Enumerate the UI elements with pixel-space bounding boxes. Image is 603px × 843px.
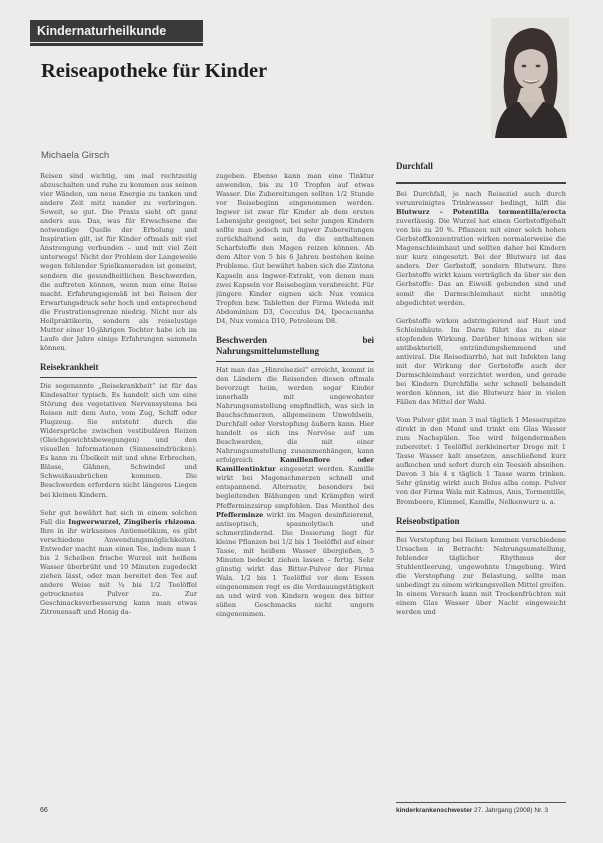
subhead-rule <box>40 377 197 378</box>
nahrung-text-middle: eingesetzt werden. Kamille wirkt bei Magenschmerzen schnell und entspannend. Alternativ, besonders bei begleitenden Blähungen und Krämpfen wird Pfefferminzsirup empfohlen. Das Menthol des <box>216 465 374 510</box>
ingwer-paragraph <box>40 509 197 618</box>
subhead-rule <box>216 361 374 362</box>
subhead-nahrungsmittel: Beschwerden bei Nahrungsmittelumstellung <box>216 334 374 356</box>
durchfall-paragraph <box>396 190 566 308</box>
durchfall-text-prefix: Bei Durchfall, je nach Reiseziel auch durch verunreinigtes Trinkwasser bedingt, hilft die <box>396 190 566 208</box>
column-right <box>396 190 566 830</box>
subhead-reiseobstipation: Reiseobstipation <box>396 515 460 526</box>
ingwer-text-suffix: . Ihre in ihr wirksames Antiemetikum, es gibt verschiedene Anwendungsmöglichkeiten. Entweder macht man einen Tee, indem man 1 bis 2 Scheiben frische Wurzel mit heißem Wasser überbrüht und 10 Minuten zugedeckt ziehen lässt, oder man bereitet den Tee auf andere Weise mit ¼ bis 1/2 Teelöffel getrocknetes Pulver zu. Zur Geschmacksverbesserung kann man etwas Zitronensaft und Honig da- <box>40 517 197 617</box>
obstipation-paragraph: Bei Verstopfung bei Reisen kommen verschiedene Ursachen in Betracht: Nahrungsumstellung, fehlender täglicher Rhythmus der Stuhlentleerung, ungewohnte Umgebung. Wird die Verstopfung zur Belastung, sollte man unbedingt zu einem wirkungsvollen Mittel greifen. In einem Versuch kann mit Trockenfrüchten mit einem Glas Wasser über Nacht eingeweicht werden und <box>396 535 566 616</box>
kamille-highlight: Kamillenflore oder Kamillentinktur <box>216 456 374 474</box>
journal-issue: 27. Jahrgang (2008) Nr. 3 <box>472 807 549 814</box>
nahrung-text-prefix: Hat man das „Hinreiseziel“ erreicht, kommt in den Ländern die Reisenden diesen oftmals bevorzugt heim, werden sogar Kinder innerhalb mit ungewohnter Nahrungsumstellung empfindlich, was sich in Bauchschmerzen, allgemeinem Unwohlsein, Durchfall oder Verstopfung äußern kann. Hier handelt es sich ins Nervöse auf um Beschwerden, die mit einer Nahrungsumstellung zusammenhängen, kann erfolgreich <box>216 365 374 465</box>
journal-reference <box>396 807 566 814</box>
page-number: 66 <box>40 807 48 814</box>
ingwer-continued-paragraph: zugeben. Ebenso kann man eine Tinktur anwenden, bis zu 10 Tropfen auf etwas Wasser. Die Zubereitungen sollten 1/2 Stunde vor Reisebeginn eingenommen werden. Ingwer ist zwar für Kinder ab dem ersten Lebensjahr geeignet, bei sehr jungen Kindern sollte man jedoch mit Ingwer Zubereitungen zurückhaltend sein, da die enthaltenen Scharfstoffe den Magen reizen können. Ab dem Alter von 5 bis 6 Jahren bestehen keine Probleme. Gut bewährt haben sich die Zintona Kapseln aus Ingwer-Extrakt, von denen man zwei Kapseln vor Reisebeginn verabreicht. Für jüngere Kinder eignen sich Nux vomica Tropfen bzw. Tabletten der Firma Weleda mit Abdominium D3, Cocculus D4, Ipecacuanha D4, Nux vomica D10, Petroleum D8. <box>216 172 374 325</box>
author-portrait-image <box>491 18 569 138</box>
footer-rule <box>396 802 566 803</box>
subhead-reisekrankheit: Reisekrankheit <box>40 361 99 372</box>
gerbstoffe-paragraph: Gerbstoffe wirken adstringierend auf Haut und Schleimhäute. Im Darm führt das zu einer stopfenden Wirkung. Darüber hinaus wirken sie antibakteriell, entzündungshemmend und antiviral. Die Reisediarrhö, hat mit Infekten lang mit der Wirkung der Gerbstoffe auch der Darmschleimhaut verzichtet werden, und gerade bei Kindern Durchfälle sehr schnell behandelt werden können, ist die Blutwurz hier in vielen Fällen das Mittel der Wahl. <box>396 316 566 407</box>
pfefferminze-highlight: Pfefferminze <box>216 510 264 519</box>
subhead-rule <box>396 531 566 532</box>
column-middle <box>216 172 374 812</box>
article-title: Reiseapotheke für Kinder <box>41 60 268 82</box>
column-left <box>40 172 197 812</box>
nahrungsmittel-paragraph <box>216 366 374 619</box>
ingwer-text-prefix: Sehr gut bewährt hat sich in einem solchen Fall die <box>40 508 197 526</box>
subhead-durchfall: Durchfall <box>396 161 433 171</box>
ingwer-highlight: Ingwerwurzel, Zingiberis rhizoma <box>68 517 195 526</box>
author-photo <box>491 18 569 138</box>
category-bar: Kindernaturheilkunde <box>30 20 203 42</box>
category-rule <box>30 43 203 46</box>
nahrung-text-suffix: wirkt im Magen desinfizierend, antiseptisch, spasmolytisch und schmerzlindernd. Die Dosierung liegt für kleine Pflanzen bei 1/2 bis 1 Teelöffel auf einer Tasse, mit heißem Wasser übergießen, 5 Minuten bedeckt ziehen lassen – fertig. Sehr günstig wirkt das Bitter-Pulver der Firma Wala. 1/2 bis 1 Teelöffel vor dem Essen eingenommen regt es die Verdauungstätigkeit an und wird von Kindern wegen des bitter süßen Geschmacks nicht ungern eingenommen. <box>216 510 374 619</box>
reisekrankheit-paragraph: Die sogenannte „Reisekrankheit“ ist für das Kindesalter typisch. Es handelt sich um eine Störung des vegetativen Nervensystems bei Reisen mit dem Auto, vom Zug, Schiff oder Flugzeug. Sie entsteht durch die Widersprüche zwischen vestibulären Reizen (Gleichgewichtsbewegungen) und den visuellen Informationen (Sinneseindrücken). Es kann zu Übelkeit mit und ohne Erbrechen, Blässe, Gähnen, Schwindel und Schweißausbrüchen kommen. Die Beschwerden erfordern nicht längeres Liegen bei kleinen Kindern. <box>40 381 197 499</box>
durchfall-text-suffix: zuverlässig. Die Wurzel hat einen Gerbstoffgehalt von bis zu 20 %. Pflanzen mit einer solch hohen Gerbstoffkonzentration wirken normalerweise die Magenschleimhaut und sollten daher bei Kindern nur kurz eingesetzt. Bei der Blutwurz ist das anders. Der Gerbstoff, sondern Blutwurz. Ihre Gerbstoffe wirkt kaum verträglich da über sie den Gerbstoffe: Das an Eiweiß gebunden sind und somit die Darmschleimhaut nicht unnötig abgedichtet werden. <box>396 217 566 307</box>
dosierung-paragraph: Vom Pulver gibt man 3 mal täglich 1 Messerspitze direkt in den Mund und trinkt ein Glas Wasser zum Nachspülen. Tee wird folgendermaßen zubereitet: 1 Teelöffel zerkleinerter Droge mit 1 Tasse Wasser kalt ansetzen, anschließend kurz aufkochen und sofort durch ein Teesieb abseihen. Davon 3 bis 4 x täglich 1 Tasse warm trinken. Sehr günstig wirkt auch Bolus alba comp. Pulver von der Firma Wala mit Kalmus, Anis, Tormentille, Brombeere, Kümmel, Kamille, Nelkenwurz u. a. <box>396 416 566 506</box>
subhead-rule <box>396 182 566 184</box>
blutwurz-highlight: Blutwurz – Potentilla tormentilla/erecta <box>396 208 566 217</box>
journal-name: kinderkrankenschwester <box>396 807 473 814</box>
intro-paragraph: Reisen sind wichtig, um mal rechtzeitig abzuschalten und ruhe zu kommen aus seinen vier Wänden, um neue Energie zu tanken und andere Zeit mitz nander zu verbringen. Soweit, so gut. Die Praxis sieht oft ganz anders aus. Das, was für Erwachsene die notwendige Quelle der Erholung und Inspiration gilt, ist für Kinder oftmals mit viel Anstrengung verbunden – und mit viel Zeit unterwegs! Nicht der Problem der Langeweile wegen fehlender Spielkameraden ist gemeint, sondern die gesundheitlichen Beschwerden, die auftreten können, wenn man eine Reise macht. Erfahrungsgemäß ist bei Reisen der Erwartungsdruck sehr hoch und entsprechend die Frustrationsgrenze niedrig. Nicht nur als Heilpraktikerin, sondern als reiselustige Mutter einer 10-jährigen Tochter habe ich im Laufe der Jahre einige Erfahrungen sammeln können. <box>40 172 197 352</box>
author-name: Michaela Girsch <box>41 150 110 161</box>
